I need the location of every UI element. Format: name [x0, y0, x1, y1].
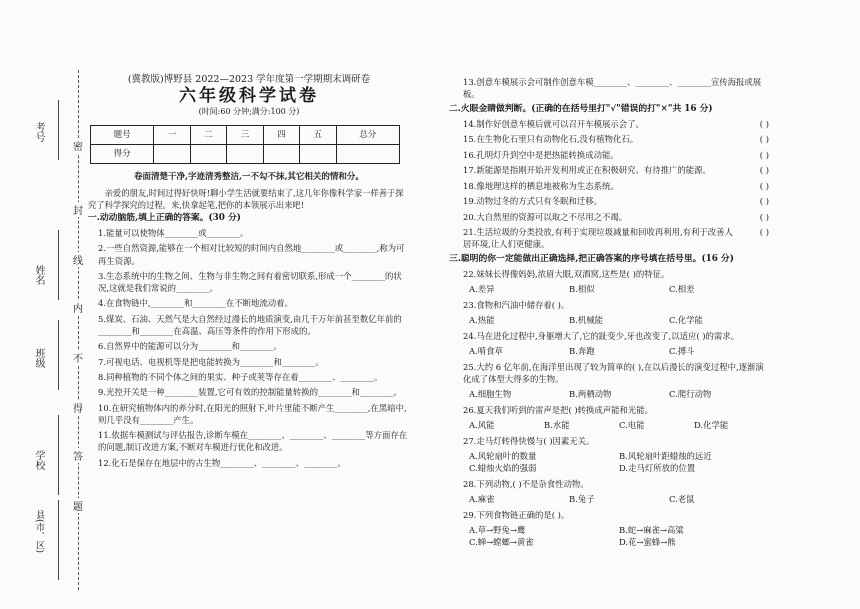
options-row	[469, 388, 769, 400]
options-row	[469, 283, 769, 295]
choice-question: 26.夏天我们听到的雷声是把( )转换成声能和光能。	[463, 404, 654, 415]
question: 8.同种植物的不同个体之间的果实、种子或荚等存在着________、________。	[98, 371, 383, 382]
option[interactable]: A.差异	[469, 284, 495, 294]
score-header-cell: 三	[227, 126, 263, 145]
field-line-name	[58, 230, 59, 300]
option[interactable]: B.蛇→麻雀→高粱	[619, 525, 684, 535]
options-row	[469, 493, 769, 505]
option[interactable]: C.老鼠	[669, 494, 695, 504]
choice-question: 25.大约 6 亿年前,在海洋里出现了较为简单的( ),在以后漫长的演变过程中,逐渐演化成了体型大得多的生物。	[463, 361, 764, 384]
right-column	[449, 76, 769, 552]
choice-question: 27.走马灯转得快慢与( )因素无关。	[463, 435, 595, 446]
exam-subtitle: (时间:60 分钟;满分:100 分)	[198, 107, 300, 116]
options-grid	[469, 524, 769, 548]
question: 6.自然界中的能源可以分为________和________。	[98, 341, 282, 352]
options-row	[469, 314, 769, 326]
options-row	[469, 419, 769, 431]
choice-question: 22.妹妹长得像妈妈,浓眉大眼,双酒窝,这些是( )的特征。	[463, 268, 670, 279]
exam-title: 六年级科学试卷	[179, 86, 319, 106]
judge-question	[463, 226, 769, 250]
binding-margin	[30, 70, 95, 590]
score-cell[interactable]	[190, 145, 226, 164]
cut-char: 得	[72, 400, 84, 415]
option[interactable]: C.电能	[619, 420, 645, 430]
score-row-label: 得分	[91, 145, 154, 164]
question: 3.生态系统中的生物之间、生物与非生物之间有着密切联系,形成一个________的状况,这就是我们常说的________。	[98, 270, 402, 294]
option[interactable]: A.麻雀	[469, 494, 495, 504]
score-header-cell: 总分	[336, 126, 399, 145]
score-table	[90, 125, 400, 164]
field-line-school	[58, 415, 59, 495]
field-line-exam-number	[58, 100, 59, 160]
score-header-cell: 五	[300, 126, 336, 145]
judge-text: 18.像地理这样的栖息地被称为生态系统。	[463, 180, 619, 191]
judge-text: 15.在生物化石里只有动物化石,没有植物化石。	[463, 134, 639, 144]
option[interactable]: B.机械能	[569, 315, 603, 325]
exam-header: (冀教版)博野县 2022—2023 学年度第一学期期末调研卷	[127, 74, 371, 85]
option[interactable]: D.化学能	[694, 420, 729, 430]
score-cell[interactable]	[227, 145, 263, 164]
score-cell[interactable]	[300, 145, 336, 164]
question: 12.化石是保存在地层中的古生物________、________、________。	[98, 457, 346, 468]
cut-char: 内	[72, 300, 84, 315]
score-cell[interactable]	[336, 145, 399, 164]
judge-text: 17.新能源是指刚开始开发利用或正在积极研究、有待推广的能源。	[463, 165, 711, 175]
option[interactable]: A.草→野兔→鹰	[469, 525, 526, 535]
question: 2.一些自然资源,能够在一个相对比较短的时间内自然地________或________,称为可再生资源。	[98, 243, 405, 266]
left-column	[88, 74, 410, 472]
question: 7.可视电话、电视机等是把电能转换为________和________。	[98, 356, 324, 367]
option[interactable]: A.啃食草	[469, 346, 503, 356]
option[interactable]: C.爬行动物	[669, 389, 712, 399]
label-name: 姓名	[33, 265, 44, 285]
field-line-county	[58, 500, 59, 580]
option[interactable]: C.蜡烛火焰的强弱	[469, 463, 537, 473]
option[interactable]: D.走马灯所放的位置	[619, 463, 696, 473]
judge-text: 14.制作好创意车模后就可以召开车模展示会了。	[463, 118, 644, 129]
choice-question: 29.下列食物链正确的是( )。	[463, 509, 570, 520]
intro-text: 亲爱的朋友,时间过得好快呀!聊小学生活就要结束了,这几年你像科学家一样善于探究了科学探究的过程。来,快拿起笔,把你的本领展示出来吧!	[88, 188, 404, 210]
answer-paren[interactable]: ( )	[759, 227, 769, 237]
judge-text: 19.动物过冬的方式只有冬眠和迁移。	[463, 196, 602, 206]
answer-paren[interactable]: ( )	[759, 211, 769, 222]
label-county: 县(市、区)	[34, 510, 44, 554]
cut-char: 不	[72, 350, 84, 365]
question: 4.在食物链中,________和________在不断地流动着。	[98, 298, 293, 309]
answer-paren[interactable]: ( )	[759, 134, 769, 144]
judge-text: 21.生活垃圾的分类投放,有利于实现垃圾减量和回收再利用,有利于改善人居环境,让人们更健康。	[463, 227, 733, 249]
choice-question: 24.马在进化过程中,身躯增大了,它的趾变少,牙也改变了,以适应( )的需求。	[463, 330, 740, 341]
options-grid	[469, 450, 769, 474]
option[interactable]: B.兔子	[569, 494, 595, 504]
section-1-title: 一.动动脑筋,填上正确的答案。(30 分)	[88, 213, 241, 223]
judge-question	[463, 164, 769, 176]
question: 1.能量可以使物体________或________。	[98, 228, 249, 238]
cut-char: 答	[72, 448, 84, 463]
option[interactable]: B.风轮扇叶距蜡烛的远近	[619, 451, 712, 461]
section-2-title: 二.火眼金睛做判断。(正确的在括号里打"√"错误的打"×"共 16 分)	[449, 103, 713, 114]
judge-question	[463, 195, 769, 207]
answer-paren[interactable]: ( )	[759, 118, 769, 129]
question: 13.创意车模展示会可制作创意车模________、________、________宣传海报或展板。	[463, 77, 762, 99]
option[interactable]: A.风能	[469, 420, 495, 430]
cut-char: 封	[72, 202, 84, 217]
option[interactable]: C.蝉→螳螂→黄雀	[469, 537, 534, 547]
option[interactable]: A.热能	[469, 315, 495, 325]
cut-char: 题	[72, 498, 84, 513]
option[interactable]: C.化学能	[669, 315, 703, 325]
judge-text: 16.孔明灯升到空中是把热能转换成动能。	[463, 149, 619, 160]
question: 9.光控开关是一种________装置,它可有效的控制能量转换的________和________。	[98, 387, 402, 398]
cut-char: 线	[72, 252, 84, 267]
judge-question	[463, 133, 769, 145]
option[interactable]: C.相差	[669, 284, 695, 294]
score-header-cell: 二	[190, 126, 226, 145]
answer-paren[interactable]: ( )	[759, 165, 769, 175]
judge-question	[463, 149, 769, 161]
option[interactable]: B.相似	[569, 284, 595, 294]
option[interactable]: B.水能	[544, 420, 570, 430]
judge-question	[463, 180, 769, 192]
question: 10.在研究植物体内的养分时,在阳光的照射下,叶片里能不断产生________,在黑暗中,则几乎没有________产生。	[98, 402, 407, 425]
field-line-class	[58, 320, 59, 390]
option[interactable]: D.花→蜜蜂→熊	[619, 537, 676, 547]
answer-paren[interactable]: ( )	[759, 180, 769, 191]
option[interactable]: B.两栖动物	[569, 389, 612, 399]
option[interactable]: A.风轮扇叶的数量	[469, 451, 537, 461]
score-header-cell: 题号	[91, 126, 154, 145]
score-header-cell: 一	[154, 126, 190, 145]
section-3-title: 三.聪明的你一定能做出正确选择,把正确答案的序号填在括号里。(16 分)	[449, 253, 734, 264]
option[interactable]: C.搏斗	[669, 346, 695, 356]
score-cell[interactable]	[154, 145, 190, 164]
answer-paren[interactable]: ( )	[759, 149, 769, 160]
score-cell[interactable]	[263, 145, 299, 164]
judge-text: 20.大自然里的资源可以取之不尽用之不竭。	[463, 211, 628, 222]
label-class: 班级	[33, 348, 44, 368]
label-exam-number: 考号	[33, 122, 44, 142]
answer-paren[interactable]: ( )	[759, 196, 769, 206]
score-header-cell: 四	[263, 126, 299, 145]
motto: 卷面清楚干净,字迹清秀整洁,一不勾不抹,其它相关的情和分。	[134, 172, 364, 182]
label-school: 学校	[33, 450, 44, 470]
options-row	[469, 345, 769, 357]
cut-char: 密	[72, 138, 84, 153]
option[interactable]: A.细胞生物	[469, 389, 512, 399]
choice-question: 28.下列动物,( )不是杂食性动物。	[463, 478, 589, 489]
choice-question: 23.食物和汽油中储存着( )。	[463, 299, 570, 310]
question: 11.依据车模测试与评估报告,诊断车模在________、________、________等方面存在的问题,制订改进方案,不断对车模进行优化和改进。	[98, 430, 408, 453]
option[interactable]: B.奔跑	[569, 346, 595, 356]
question: 5.煤炭、石油、天然气是大自然经过漫长的地质演变,由几千万年前甚至数亿年前的________和________在高温、高压等条件的作用下形成的。	[98, 313, 402, 337]
judge-question	[463, 118, 769, 130]
judge-question	[463, 211, 769, 223]
